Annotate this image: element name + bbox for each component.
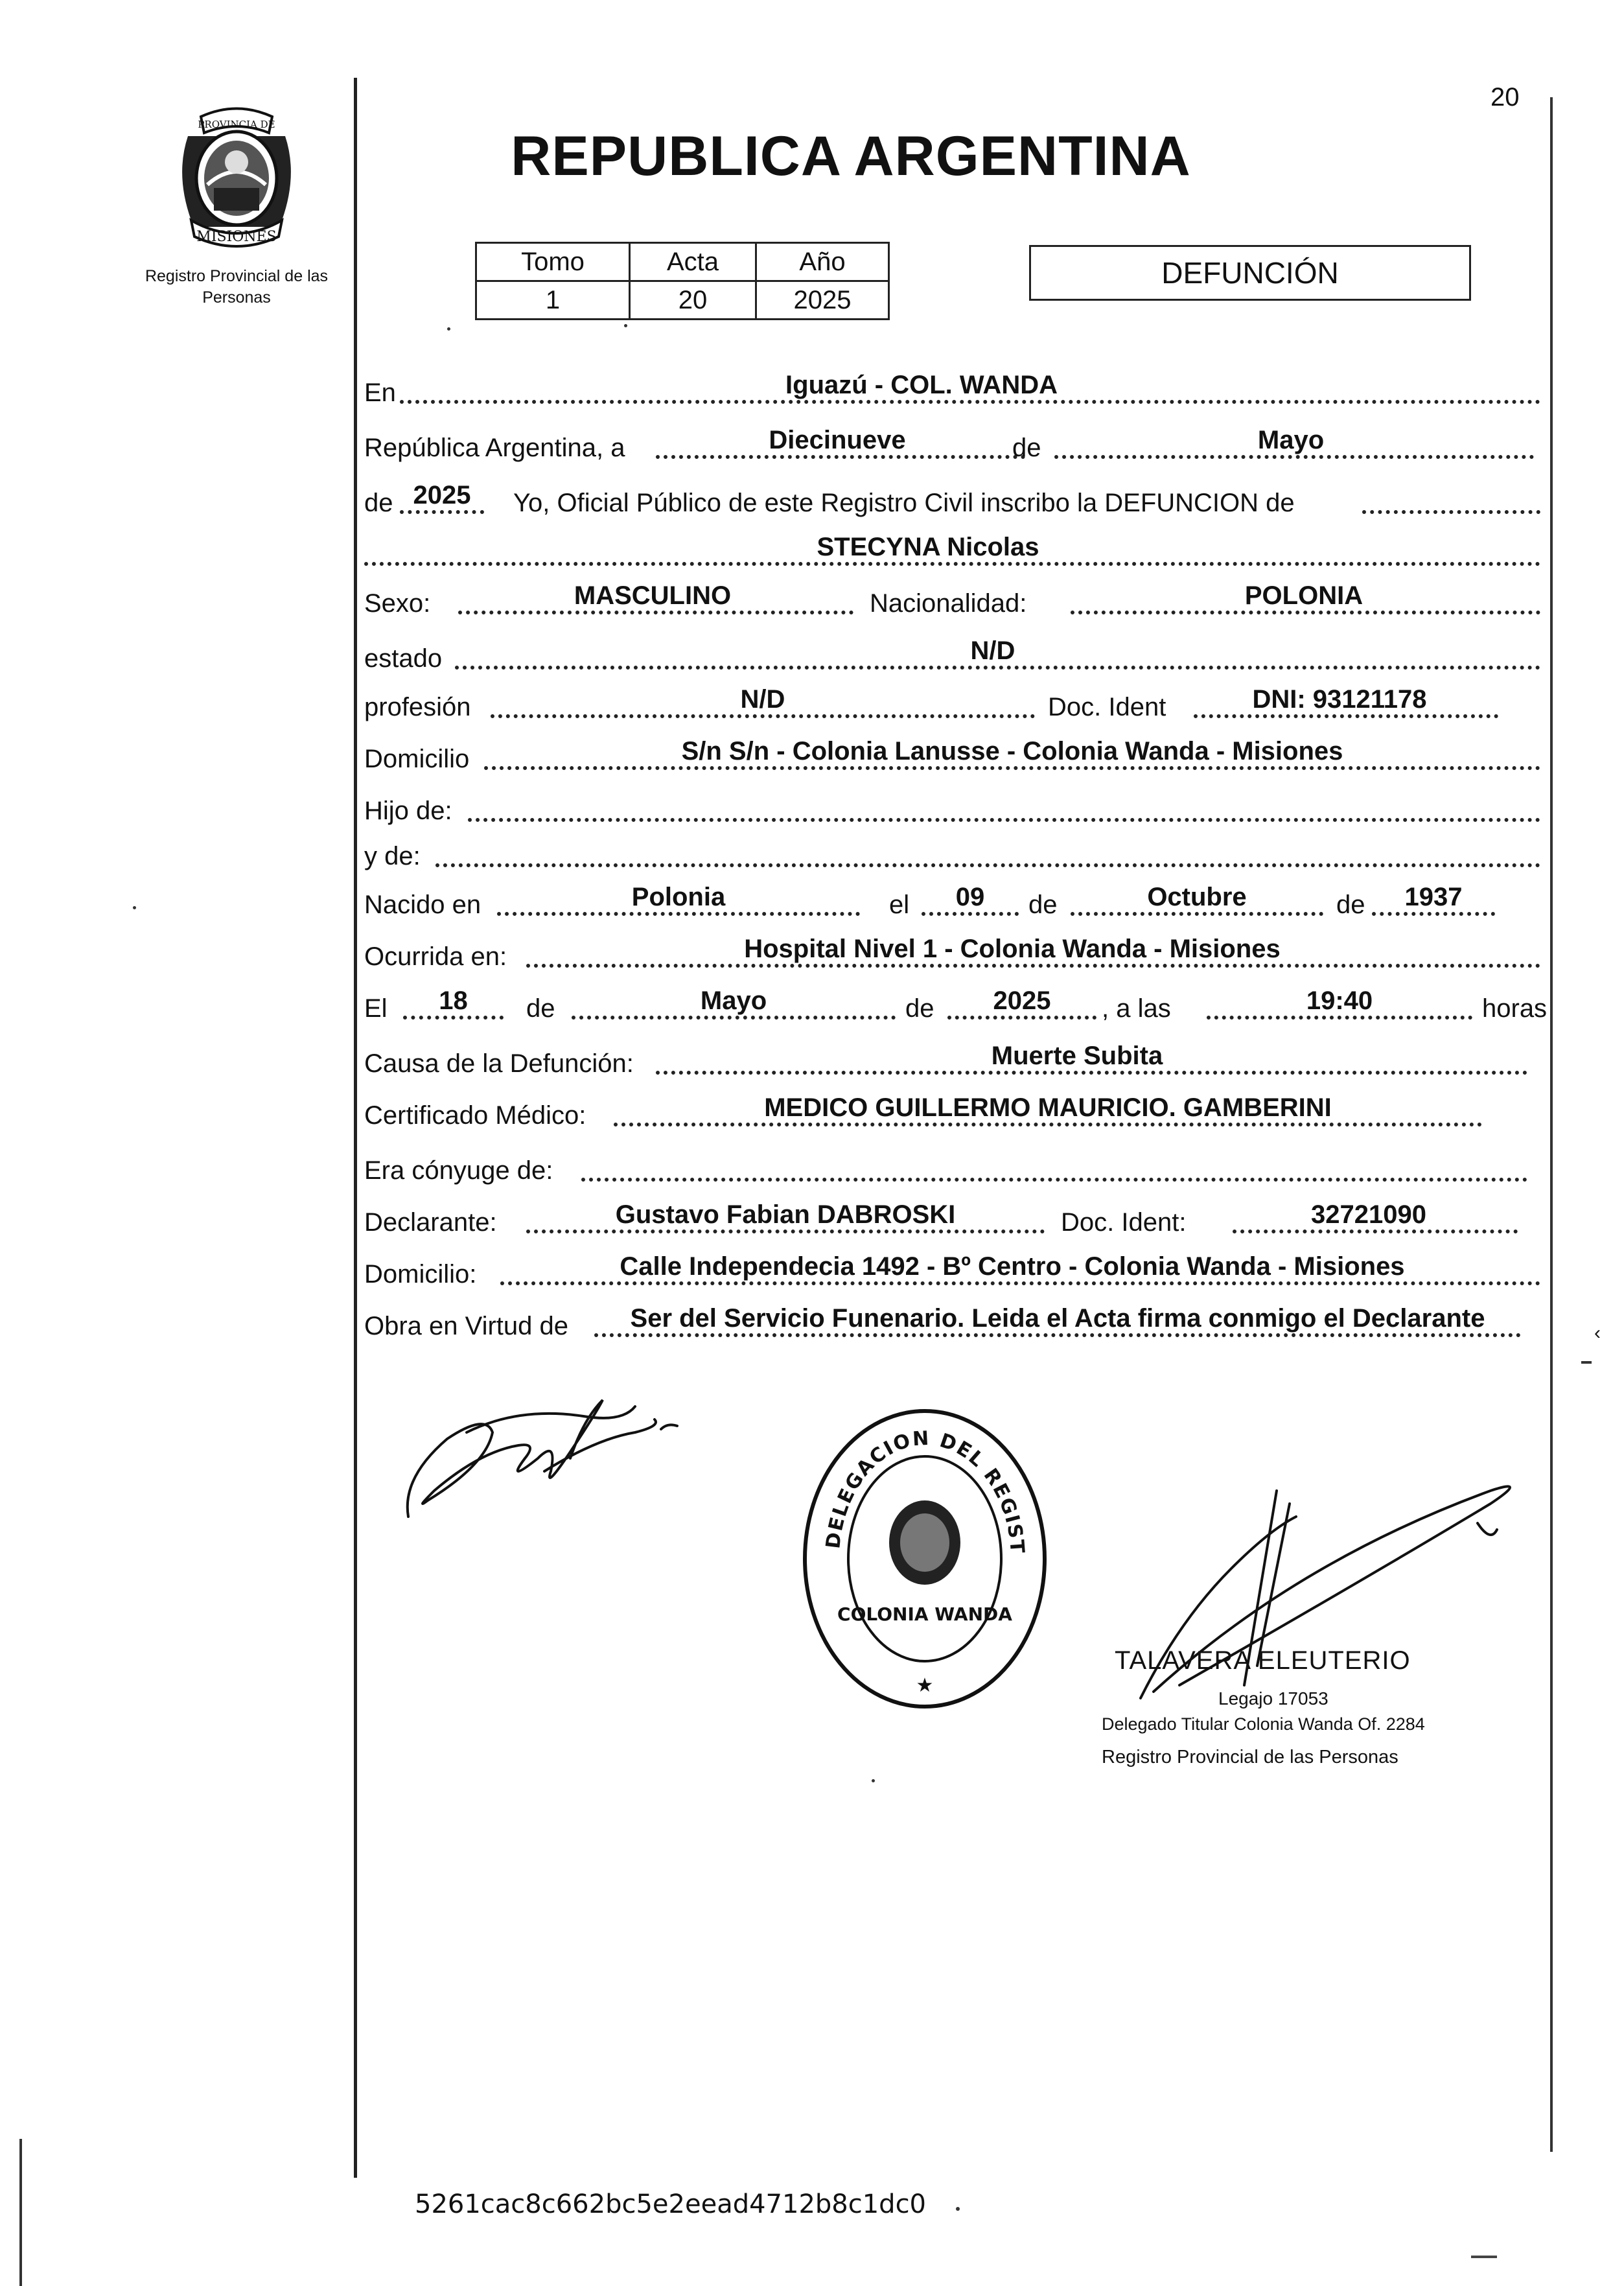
speck xyxy=(956,2207,960,2211)
document-hash: 5261cac8c662bc5e2eead4712b8c1dc0 xyxy=(415,2189,927,2219)
row-republica xyxy=(364,421,1540,467)
row-sexo xyxy=(364,577,1540,622)
reference-value-anio: 2025 xyxy=(756,281,889,320)
dotted-line xyxy=(1054,455,1534,459)
dotted-line xyxy=(614,1123,1482,1126)
row-el xyxy=(364,982,1548,1027)
value-obra: Ser del Servicio Funenario. Leida el Acta firma conmigo el Declarante xyxy=(630,1304,1485,1333)
reference-value-tomo: 1 xyxy=(476,281,630,320)
dotted-line xyxy=(1207,1016,1472,1020)
label-causa: Causa de la Defunción: xyxy=(364,1049,634,1078)
speck xyxy=(624,324,627,327)
label-conyuge: Era cónyuge de: xyxy=(364,1156,553,1185)
value-death-month: Mayo xyxy=(700,986,767,1015)
official-seal xyxy=(800,1406,1050,1711)
page-number: 20 xyxy=(1491,83,1520,111)
dotted-line xyxy=(581,1178,1527,1182)
dotted-line xyxy=(403,1016,504,1020)
value-nacionalidad: POLONIA xyxy=(1244,581,1363,610)
dotted-line xyxy=(656,1071,1527,1075)
value-year: 2025 xyxy=(413,481,471,509)
row-causa xyxy=(364,1037,1540,1082)
dotted-line xyxy=(458,611,853,614)
value-place: Iguazú - COL. WANDA xyxy=(785,371,1058,399)
label-doc-ident: Doc. Ident: xyxy=(1061,1208,1187,1237)
row-estado xyxy=(364,632,1540,677)
label-de: de xyxy=(1028,891,1058,919)
value-profesion: N/D xyxy=(740,685,785,714)
row-certificado xyxy=(364,1089,1540,1134)
value-birth-day: 09 xyxy=(955,883,985,911)
label-de: de xyxy=(1012,434,1041,462)
label-el: el xyxy=(889,891,910,919)
dotted-line xyxy=(922,912,1019,916)
value-birth-place: Polonia xyxy=(631,883,726,911)
label-nacionalidad: Nacionalidad: xyxy=(870,589,1027,618)
label-profesion: profesión xyxy=(364,693,471,721)
scan-edge-line xyxy=(19,2139,22,2286)
value-month: Mayo xyxy=(1257,426,1325,454)
document-type-box: DEFUNCIÓN xyxy=(1029,245,1471,301)
value-declarante-doc: 32721090 xyxy=(1311,1200,1426,1229)
dotted-line xyxy=(468,818,1540,822)
value-causa: Muerte Subita xyxy=(991,1042,1163,1070)
label-nacido-en: Nacido en xyxy=(364,891,481,919)
dotted-line xyxy=(455,666,1540,670)
dotted-line xyxy=(497,912,860,916)
declarant-signature xyxy=(389,1361,700,1530)
value-birth-year: 1937 xyxy=(1404,883,1463,911)
row-declarante xyxy=(364,1196,1540,1241)
logo-bottom-text: MISIONES xyxy=(196,229,277,245)
reference-header-tomo: Tomo xyxy=(476,243,630,281)
label-domicilio: Domicilio xyxy=(364,745,470,773)
dotted-line xyxy=(1233,1230,1518,1233)
value-estado: N/D xyxy=(970,636,1015,665)
reference-value-acta: 20 xyxy=(630,281,756,320)
value-declarante: Gustavo Fabian DABROSKI xyxy=(615,1200,956,1229)
row-ocurrida xyxy=(364,930,1540,975)
logo-top-text: PROVINCIA DE xyxy=(198,119,275,130)
official-role: Delegado Titular Colonia Wanda Of. 2284 xyxy=(1102,1714,1425,1734)
label-a-las: , a las xyxy=(1102,994,1171,1023)
inscription-text: Yo, Oficial Público de este Registro Civil inscribo la DEFUNCION de xyxy=(513,489,1295,517)
dotted-line xyxy=(500,1281,1540,1285)
dotted-line xyxy=(364,562,1540,566)
dotted-line xyxy=(400,510,484,514)
label-de: de xyxy=(364,489,393,517)
dotted-line xyxy=(400,400,1540,404)
row-year xyxy=(364,476,1540,522)
dotted-line xyxy=(594,1333,1521,1337)
official-signature xyxy=(1102,1452,1581,1724)
value-certificado: MEDICO GUILLERMO MAURICIO. GAMBERINI xyxy=(764,1093,1332,1122)
row-profesion xyxy=(364,681,1540,726)
label-de: de xyxy=(526,994,555,1023)
label-ocurrida-en: Ocurrida en: xyxy=(364,942,507,971)
value-sexo: MASCULINO xyxy=(574,581,732,610)
dotted-line xyxy=(947,1016,1096,1020)
dotted-line xyxy=(1071,611,1540,614)
row-name xyxy=(364,528,1540,574)
form-left-border xyxy=(354,78,357,2178)
row-domicilio-declarante xyxy=(364,1248,1540,1293)
value-death-day: 18 xyxy=(439,986,468,1015)
reference-header-anio: Año xyxy=(756,243,889,281)
value-deceased-name: STECYNA Nicolas xyxy=(817,533,1039,561)
label-certificado: Certificado Médico: xyxy=(364,1101,586,1130)
value-dni: DNI: 93121178 xyxy=(1252,685,1427,714)
value-day-text: Diecinueve xyxy=(769,426,906,454)
row-y-de xyxy=(364,830,1540,875)
value-death-year: 2025 xyxy=(993,986,1051,1015)
row-nacido xyxy=(364,878,1540,924)
speck xyxy=(447,327,450,331)
document-title-wrap xyxy=(0,124,1624,189)
agency-caption: Registro Provincial de las Personas xyxy=(145,267,329,307)
label-de: de xyxy=(1336,891,1365,919)
label-domicilio: Domicilio: xyxy=(364,1260,477,1289)
value-birth-month: Octubre xyxy=(1147,883,1247,911)
value-death-place: Hospital Nivel 1 - Colonia Wanda - Misiones xyxy=(744,935,1281,963)
label-declarante: Declarante: xyxy=(364,1208,497,1237)
dotted-line xyxy=(1194,714,1498,718)
row-obra xyxy=(364,1300,1540,1345)
seal-inner-text: COLONIA WANDA xyxy=(837,1604,1012,1625)
scan-mark xyxy=(1471,2256,1497,2258)
document-title: REPUBLICA ARGENTINA xyxy=(511,125,1191,187)
label-y-de: y de: xyxy=(364,842,421,870)
label-republica: República Argentina, a xyxy=(364,434,625,462)
seal-star: ★ xyxy=(916,1675,934,1696)
dotted-line xyxy=(1372,912,1495,916)
scan-mark: ‹ xyxy=(1594,1322,1601,1344)
row-domicilio xyxy=(364,732,1540,778)
label-sexo: Sexo: xyxy=(364,589,431,618)
reference-header-acta: Acta xyxy=(630,243,756,281)
value-domicilio-declarante: Calle Independecia 1492 - Bº Centro - Colonia Wanda - Misiones xyxy=(620,1252,1405,1281)
dotted-line xyxy=(1362,510,1540,514)
value-death-time: 19:40 xyxy=(1306,986,1373,1015)
dotted-line xyxy=(491,714,1035,718)
dotted-line xyxy=(435,863,1540,867)
official-registry: Registro Provincial de las Personas xyxy=(1102,1747,1398,1767)
row-en xyxy=(364,366,1540,412)
dotted-line xyxy=(526,1230,1045,1233)
dotted-line xyxy=(484,766,1540,770)
row-hijo xyxy=(364,784,1540,830)
row-conyuge xyxy=(364,1144,1540,1189)
form-right-border xyxy=(1550,97,1553,2152)
official-name: TALAVERA ELEUTERIO xyxy=(1115,1646,1411,1675)
label-horas: horas xyxy=(1482,994,1548,1023)
dotted-line xyxy=(572,1016,896,1020)
label-el: El xyxy=(364,994,388,1023)
dotted-line xyxy=(656,455,1025,459)
label-de: de xyxy=(905,994,934,1023)
reference-value-row xyxy=(476,281,889,320)
speck xyxy=(133,906,136,909)
speck xyxy=(872,1779,875,1782)
scan-mark xyxy=(1581,1361,1592,1364)
dotted-line xyxy=(526,964,1540,968)
label-estado: estado xyxy=(364,644,443,673)
dotted-line xyxy=(1071,912,1323,916)
official-legajo: Legajo 17053 xyxy=(1218,1688,1328,1709)
label-obra: Obra en Virtud de xyxy=(364,1312,569,1340)
label-doc-ident: Doc. Ident xyxy=(1048,693,1166,721)
label-hijo-de: Hijo de: xyxy=(364,797,452,825)
value-domicilio: S/n S/n - Colonia Lanusse - Colonia Wanda - Misiones xyxy=(681,737,1343,765)
label-en: En xyxy=(364,379,396,407)
seal-ring-text: DELEGACION DEL REGIST xyxy=(822,1427,1029,1556)
reference-table xyxy=(475,242,890,320)
reference-header-row xyxy=(476,243,889,281)
